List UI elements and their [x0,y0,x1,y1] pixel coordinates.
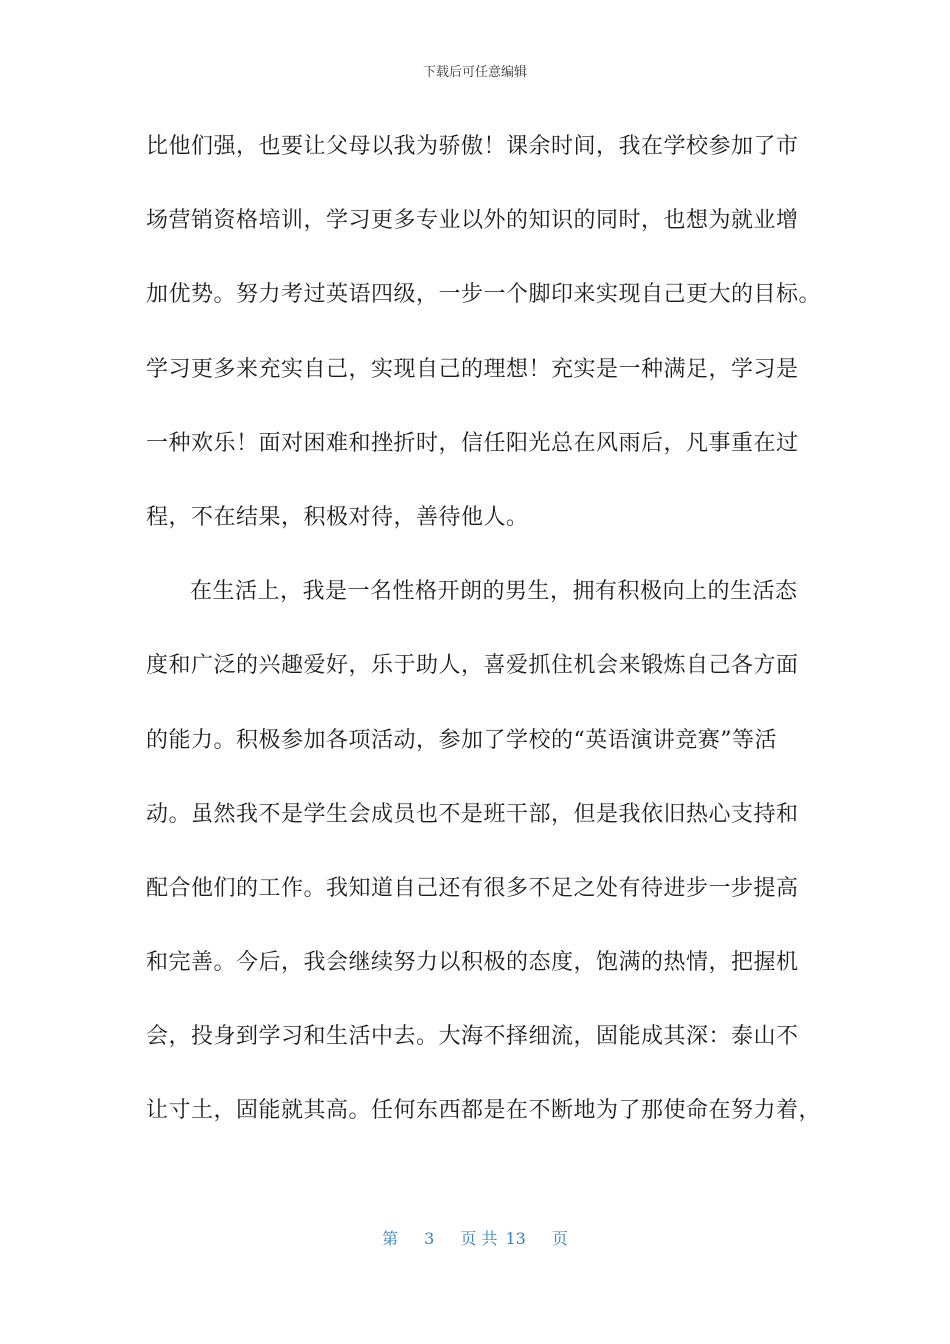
body-line-12: 和完善。今后，我会继续努力以积极的态度，饱满的热情，把握机 [146,950,799,976]
page-footer [0,1228,950,1250]
body-line-10: 动。虽然我不是学生会成员也不是班干部，但是我依旧热心支持和 [146,801,799,827]
body-line-9: 的能力。积极参加各项活动，参加了学校的“英语演讲竞赛”等活 [146,727,777,753]
footer-suffix: 页 [551,1229,568,1248]
body-line-13: 会，投身到学习和生活中去。大海不择细流，固能成其深：泰山不 [146,1024,799,1050]
body-line-3: 加优势。努力考过英语四级，一步一个脚印来实现自己更大的目标。 [146,282,822,308]
footer-total-pages: 13 [505,1229,526,1248]
page-header [0,64,950,82]
body-line-6: 程，不在结果，积极对待，善待他人。 [146,504,529,530]
body-line-14: 让寸土，固能就其高。任何东西都是在不断地为了那使命在努力着， [146,1098,822,1124]
body-line-4: 学习更多来充实自己，实现自己的理想！充实是一种满足，学习是 [146,356,799,382]
body-line-2: 场营销资格培训，学习更多专业以外的知识的同时，也想为就业增 [146,208,799,234]
footer-prefix: 第 [382,1229,399,1248]
body-line-5: 一种欢乐！面对困难和挫折时，信任阳光总在风雨后，凡事重在过 [146,430,799,456]
body-line-1: 比他们强，也要让父母以我为骄傲！课余时间，我在学校参加了市 [146,134,799,159]
body-line-7: 在生活上，我是一名性格开朗的男生，拥有积极向上的生活态 [190,579,798,605]
document-body [146,125,822,1164]
body-line-11: 配合他们的工作。我知道自己还有很多不足之处有待进步一步提高 [146,875,799,901]
footer-current-page: 3 [424,1229,435,1248]
header-text: 下载后可任意编辑 [422,65,527,80]
footer-middle: 页 共 [460,1229,498,1248]
body-line-8: 度和广泛的兴趣爱好，乐于助人，喜爱抓住机会来锻炼自己各方面 [146,653,799,679]
